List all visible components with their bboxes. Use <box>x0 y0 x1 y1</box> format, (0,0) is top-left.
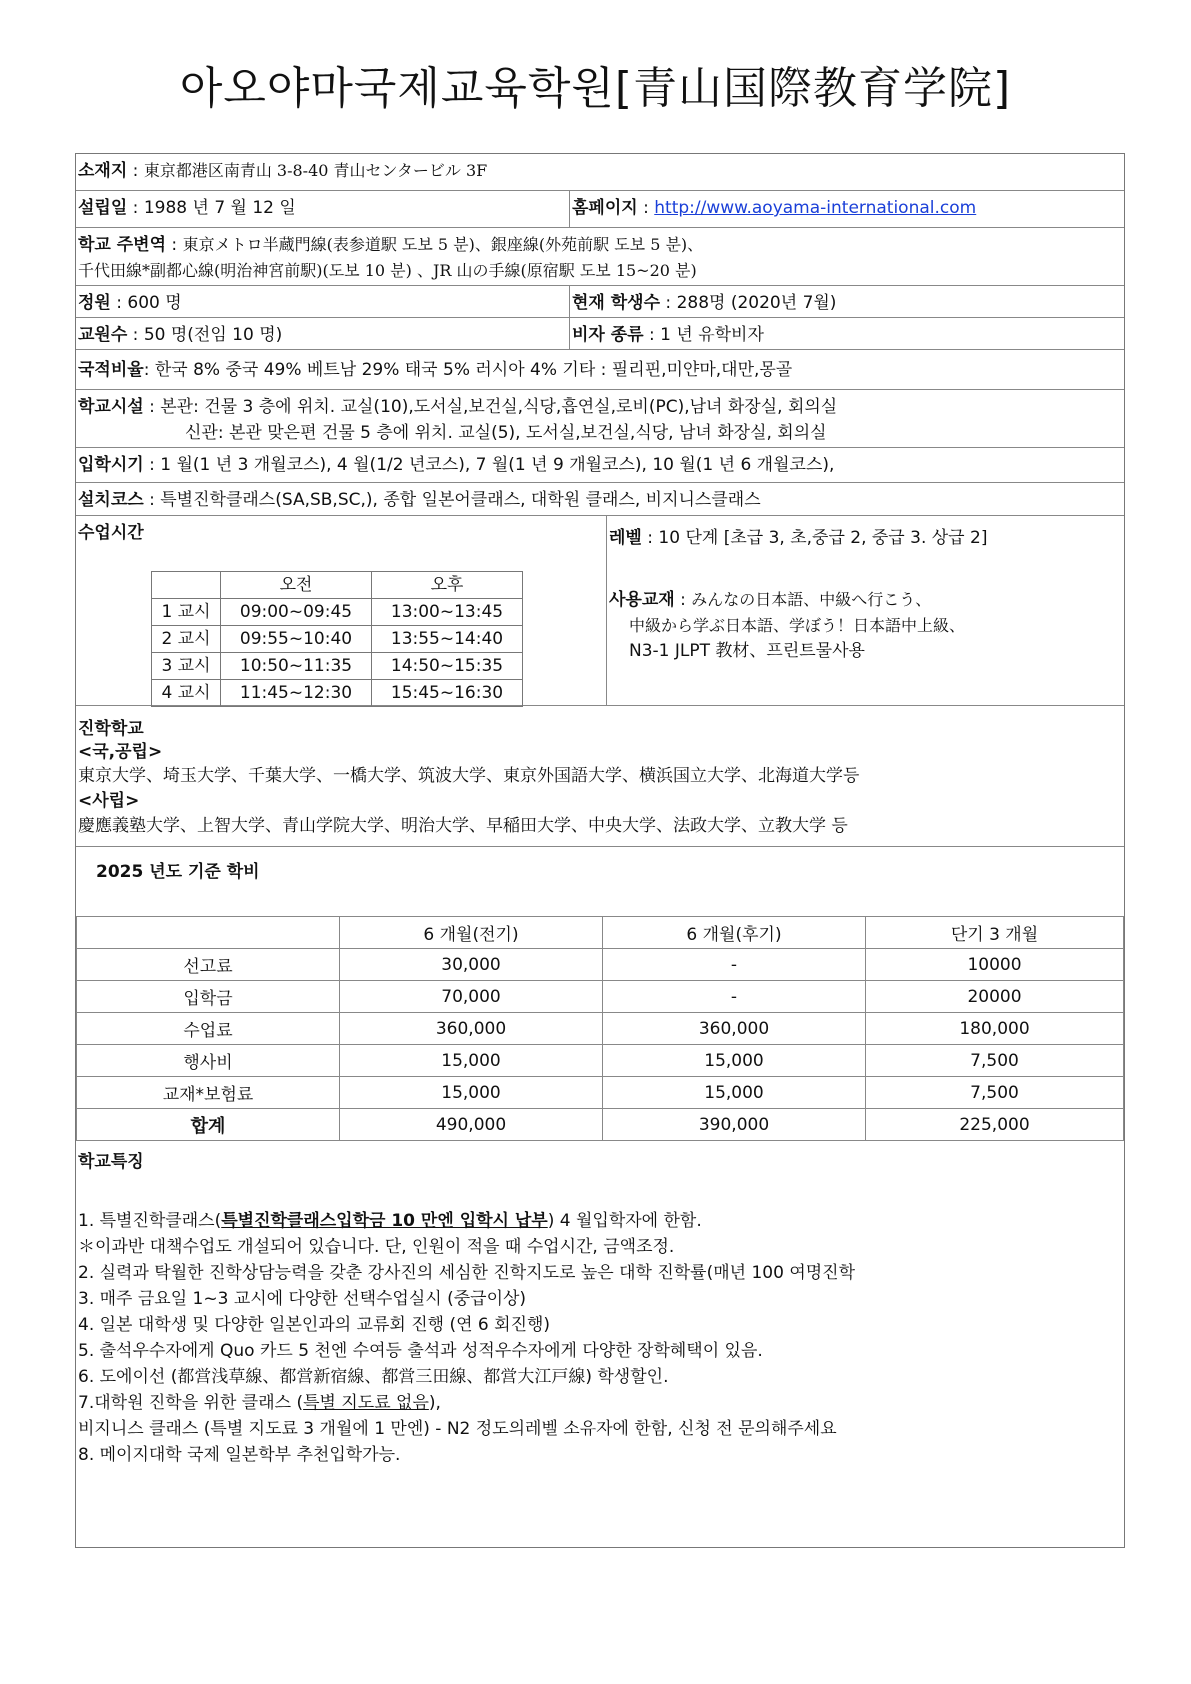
fee-value: 180,000 <box>866 1013 1124 1045</box>
fees-caption: 2025 년도 기준 학비 <box>96 862 260 882</box>
location-row: 소재지 : 東京都港区南青山 3-8-40 青山センタービル 3F <box>76 154 1124 191</box>
schedule-row-4 <box>152 680 523 707</box>
fee-item: 선고료 <box>77 949 340 981</box>
fee-item: 교재*보험료 <box>77 1077 340 1109</box>
level-block: 레벨 : 10 단계 [초급 3, 초,중급 2, 중급 3. 상급 2] <box>609 528 988 548</box>
facilities-row: 학교시설 : 본관: 건물 3 층에 위치. 교실(10),도서실,보건실,식당,흡연실,로비(PC),남녀 화장실, 회의실 신관: 본관 맞은편 건물 5 층에 위치. 교실(5), 도서실,보건실,식당, 남녀 화장실, 회의실 <box>76 390 1124 448</box>
private-label: <사립> <box>78 791 140 811</box>
public-universities-list: 東京大学、埼玉大学、千葉大学、一橋大学、筑波大学、東京外国語大学、横浜国立大学、北海道大学등 <box>78 766 860 786</box>
feature-1 <box>78 1208 702 1234</box>
period-pm: 14:50~15:35 <box>372 653 523 680</box>
fee-value: 30,000 <box>340 949 603 981</box>
fee-value: 15,000 <box>340 1045 603 1077</box>
visa-label: 비자 종류 <box>572 325 644 345</box>
textbooks-label: 사용교재 <box>609 590 675 610</box>
fee-value: 10000 <box>866 949 1124 981</box>
fees-row-admission <box>77 981 1124 1013</box>
teachers-row: 교원수 : 50 명(전임 10 명) 비자 종류 : 1 년 유학비자 <box>76 318 1124 350</box>
location-label: 소재지 <box>78 161 128 181</box>
fee-value: 360,000 <box>340 1013 603 1045</box>
feature-7-prefix: 7.대학원 진학을 위한 클래스 ( <box>78 1393 304 1413</box>
nationality-row: 국적비율: 한국 8% 중국 49% 베트남 29% 태국 5% 러시아 4% 기타 : 필리핀,미얀마,대만,몽골 <box>76 350 1124 390</box>
courses-value: 특별진학클래스(SA,SB,SC,), 종합 일본어클래스, 대학원 클래스, 비지니스클래스 <box>160 490 761 510</box>
students-value: 288명 (2020년 7월) <box>676 293 837 313</box>
schedule-header-row <box>152 572 523 599</box>
homepage-link[interactable]: http://www.aoyama-international.com <box>654 198 977 218</box>
textbooks-value-3: N3-1 JLPT 教材、프린트물사용 <box>629 641 865 661</box>
schedule-label: 수업시간 <box>78 523 144 543</box>
visa-value: 1 년 유학비자 <box>660 325 764 345</box>
feature-3: 3. 매주 금요일 1~3 교시에 다양한 선택수업실시 (중급이상) <box>78 1289 527 1309</box>
fees-row-materials <box>77 1077 1124 1109</box>
fees-table <box>76 916 1124 1141</box>
feature-1-suffix: ) 4 월입학자에 한함. <box>547 1211 702 1231</box>
courses-row: 설치코스 : 특별진학클래스(SA,SB,SC,), 종합 일본어클래스, 대학원 클래스, 비지니스클래스 <box>76 483 1124 516</box>
page-title: 아오야마국제교육학원[青山国際教育学院] <box>179 63 1012 114</box>
period-am: 09:55~10:40 <box>221 626 372 653</box>
fee-value: 15,000 <box>340 1077 603 1109</box>
admission-label: 입학시기 <box>78 455 144 475</box>
fee-value: 360,000 <box>603 1013 866 1045</box>
period-label: 2 교시 <box>152 626 221 653</box>
period-label: 4 교시 <box>152 680 221 707</box>
feature-7 <box>78 1390 441 1416</box>
feature-8: 8. 메이지대학 국제 일본학부 추천입학가능. <box>78 1445 401 1465</box>
fee-value: 7,500 <box>866 1077 1124 1109</box>
schedule-header-cell <box>152 572 221 599</box>
fees-row-exam <box>77 949 1124 981</box>
teachers-label: 교원수 <box>78 325 128 345</box>
fee-value: 20000 <box>866 981 1124 1013</box>
schedule-row-1 <box>152 599 523 626</box>
fees-row-events <box>77 1045 1124 1077</box>
universities-divider <box>76 846 1124 847</box>
stations-label: 학교 주변역 <box>78 235 167 255</box>
feature-6: 6. 도에이선 (都営浅草線、都営新宿線、都営三田線、都営大江戸線) 학생할인. <box>78 1367 669 1387</box>
feature-1-bold: 특별진학클래스입학금 10 만엔 입학시 납부 <box>221 1211 548 1231</box>
founded-row: 설립일 : 1988 년 7 월 12 일 홈페이지 : http://www.aoyama-international.com <box>76 191 1124 228</box>
feature-4: 4. 일본 대학생 및 다양한 일본인과의 교류회 진행 (연 6 회진행) <box>78 1315 551 1335</box>
facilities-label: 학교시설 <box>78 397 144 417</box>
features-label: 학교특징 <box>78 1152 144 1172</box>
fees-row-tuition <box>77 1013 1124 1045</box>
fee-value: 390,000 <box>603 1109 866 1141</box>
admission-row: 입학시기 : 1 월(1 년 3 개월코스), 4 월(1/2 년코스), 7 월(1 년 9 개월코스), 10 월(1 년 6 개월코스), <box>76 448 1124 483</box>
capacity-row: 정원 : 600 명 현재 학생수 : 288명 (2020년 7월) <box>76 286 1124 318</box>
fees-row-total <box>77 1109 1124 1141</box>
stations-value-2: 千代田線*副都心線(明治神宮前駅)(도보 10 분) 、JR 山の手線(原宿駅 도보 15~20 분) <box>78 261 697 280</box>
fees-caption-line <box>96 859 260 885</box>
nationality-label: 국적비율 <box>78 360 144 380</box>
period-am: 11:45~12:30 <box>221 680 372 707</box>
feature-1-prefix: 1. 특별진학클래스( <box>78 1211 222 1231</box>
courses-label: 설치코스 <box>78 490 144 510</box>
textbooks-value-2: 中級から学ぶ日本語、学ぼう！日本語中上級、 <box>629 616 966 635</box>
fee-item: 수업료 <box>77 1013 340 1045</box>
capacity-value: 600 명 <box>127 293 182 313</box>
location-value: 東京都港区南青山 3-8-40 青山センタービル 3F <box>143 161 488 180</box>
admission-value: 1 월(1 년 3 개월코스), 4 월(1/2 년코스), 7 월(1 년 9 개월코스), 10 월(1 년 6 개월코스), <box>160 455 835 475</box>
feature-5: 5. 출석우수자에게 Quo 카드 5 천엔 수여등 출석과 성적우수자에게 다양한 장학혜택이 있음. <box>78 1341 763 1361</box>
period-pm: 13:00~13:45 <box>372 599 523 626</box>
fee-value: 7,500 <box>866 1045 1124 1077</box>
fees-header-cell: 6 개월(후기) <box>603 917 866 949</box>
textbooks-block: 사용교재 : みんなの日本語、中級へ行こう、 中級から学ぶ日本語、学ぼう！日本語中上級、 N3-1 JLPT 教材、프린트물사용 <box>609 590 966 661</box>
period-pm: 13:55~14:40 <box>372 626 523 653</box>
nationality-value: 한국 8% 중국 49% 베트남 29% 태국 5% 러시아 4% 기타 : 필리핀,미얀마,대만,몽골 <box>154 360 793 380</box>
fee-item-total: 합계 <box>77 1109 340 1141</box>
feature-1-note: ＊이과반 대책수업도 개설되어 있습니다. 단, 인원이 적을 때 수업시간, 금액조정. <box>78 1237 675 1257</box>
private-universities-list: 慶應義塾大学、上智大学、青山学院大学、明治大学、早稲田大学、中央大学、法政大学、立教大学 등 <box>78 816 848 836</box>
homepage-label: 홈페이지 <box>572 198 638 218</box>
feature-7-underlined: 특별 지도료 없음 <box>303 1393 429 1413</box>
period-label: 3 교시 <box>152 653 221 680</box>
fees-header-row <box>77 917 1124 949</box>
feature-7-suffix: ), <box>428 1393 441 1413</box>
schedule-table <box>151 571 523 707</box>
stations-row: 학교 주변역 : 東京メトロ半蔵門線(表参道駅 도보 5 분)、銀座線(外苑前駅 도보 5 분)、 千代田線*副都心線(明治神宮前駅)(도보 10 분) 、JR 山の手線(原宿駅 도보 15~20 분) <box>76 228 1124 286</box>
feature-2: 2. 실력과 탁월한 진학상담능력을 갖춘 강사진의 세심한 진학지도로 높은 대학 진학률(매년 100 여명진학 <box>78 1263 856 1283</box>
fee-value: 70,000 <box>340 981 603 1013</box>
fee-item: 입학금 <box>77 981 340 1013</box>
schedule-row-2 <box>152 626 523 653</box>
public-label: <국,공립> <box>78 742 163 762</box>
founded-label: 설립일 <box>78 198 128 218</box>
schedule-row <box>76 516 1124 706</box>
fee-value: 15,000 <box>603 1045 866 1077</box>
fee-value: 15,000 <box>603 1077 866 1109</box>
period-am: 09:00~09:45 <box>221 599 372 626</box>
teachers-value: 50 명(전임 10 명) <box>143 325 283 345</box>
facilities-value-2: 신관: 본관 맞은편 건물 5 층에 위치. 교실(5), 도서실,보건실,식당, 남녀 화장실, 회의실 <box>185 423 827 443</box>
schedule-row-3 <box>152 653 523 680</box>
period-label: 1 교시 <box>152 599 221 626</box>
level-label: 레벨 <box>609 528 642 548</box>
feature-7-note: 비지니스 클래스 (특별 지도료 3 개월에 1 만엔) - N2 정도의레벨 소유자에 한함, 신청 전 문의해주세요 <box>78 1419 837 1439</box>
level-value: 10 단계 [초급 3, 초,중급 2, 중급 3. 상급 2] <box>658 528 988 548</box>
facilities-value-1: 본관: 건물 3 층에 위치. 교실(10),도서실,보건실,식당,흡연실,로비(PC),남녀 화장실, 회의실 <box>160 397 838 417</box>
schedule-header-cell: 오전 <box>221 572 372 599</box>
private-universities-heading <box>78 788 139 814</box>
fees-header-cell: 6 개월(전기) <box>340 917 603 949</box>
public-universities-heading <box>78 739 162 765</box>
period-pm: 15:45~16:30 <box>372 680 523 707</box>
capacity-label: 정원 <box>78 293 111 313</box>
fee-value: 490,000 <box>340 1109 603 1141</box>
stations-value-1: 東京メトロ半蔵門線(表参道駅 도보 5 분)、銀座線(外苑前駅 도보 5 분)、 <box>182 235 704 254</box>
fee-value: - <box>603 949 866 981</box>
students-label: 현재 학생수 <box>572 293 661 313</box>
fees-header-cell: 단기 3 개월 <box>866 917 1124 949</box>
features-heading <box>78 1149 144 1175</box>
period-am: 10:50~11:35 <box>221 653 372 680</box>
fee-value: 225,000 <box>866 1109 1124 1141</box>
founded-value: 1988 년 7 월 12 일 <box>143 198 296 218</box>
fees-header-cell <box>77 917 340 949</box>
fee-item: 행사비 <box>77 1045 340 1077</box>
schedule-header-cell: 오후 <box>372 572 523 599</box>
universities-label: 진학학교 <box>78 719 144 739</box>
textbooks-value-1: みんなの日本語、中級へ行こう、 <box>691 590 932 609</box>
school-info-document <box>75 153 1125 1548</box>
fee-value: - <box>603 981 866 1013</box>
